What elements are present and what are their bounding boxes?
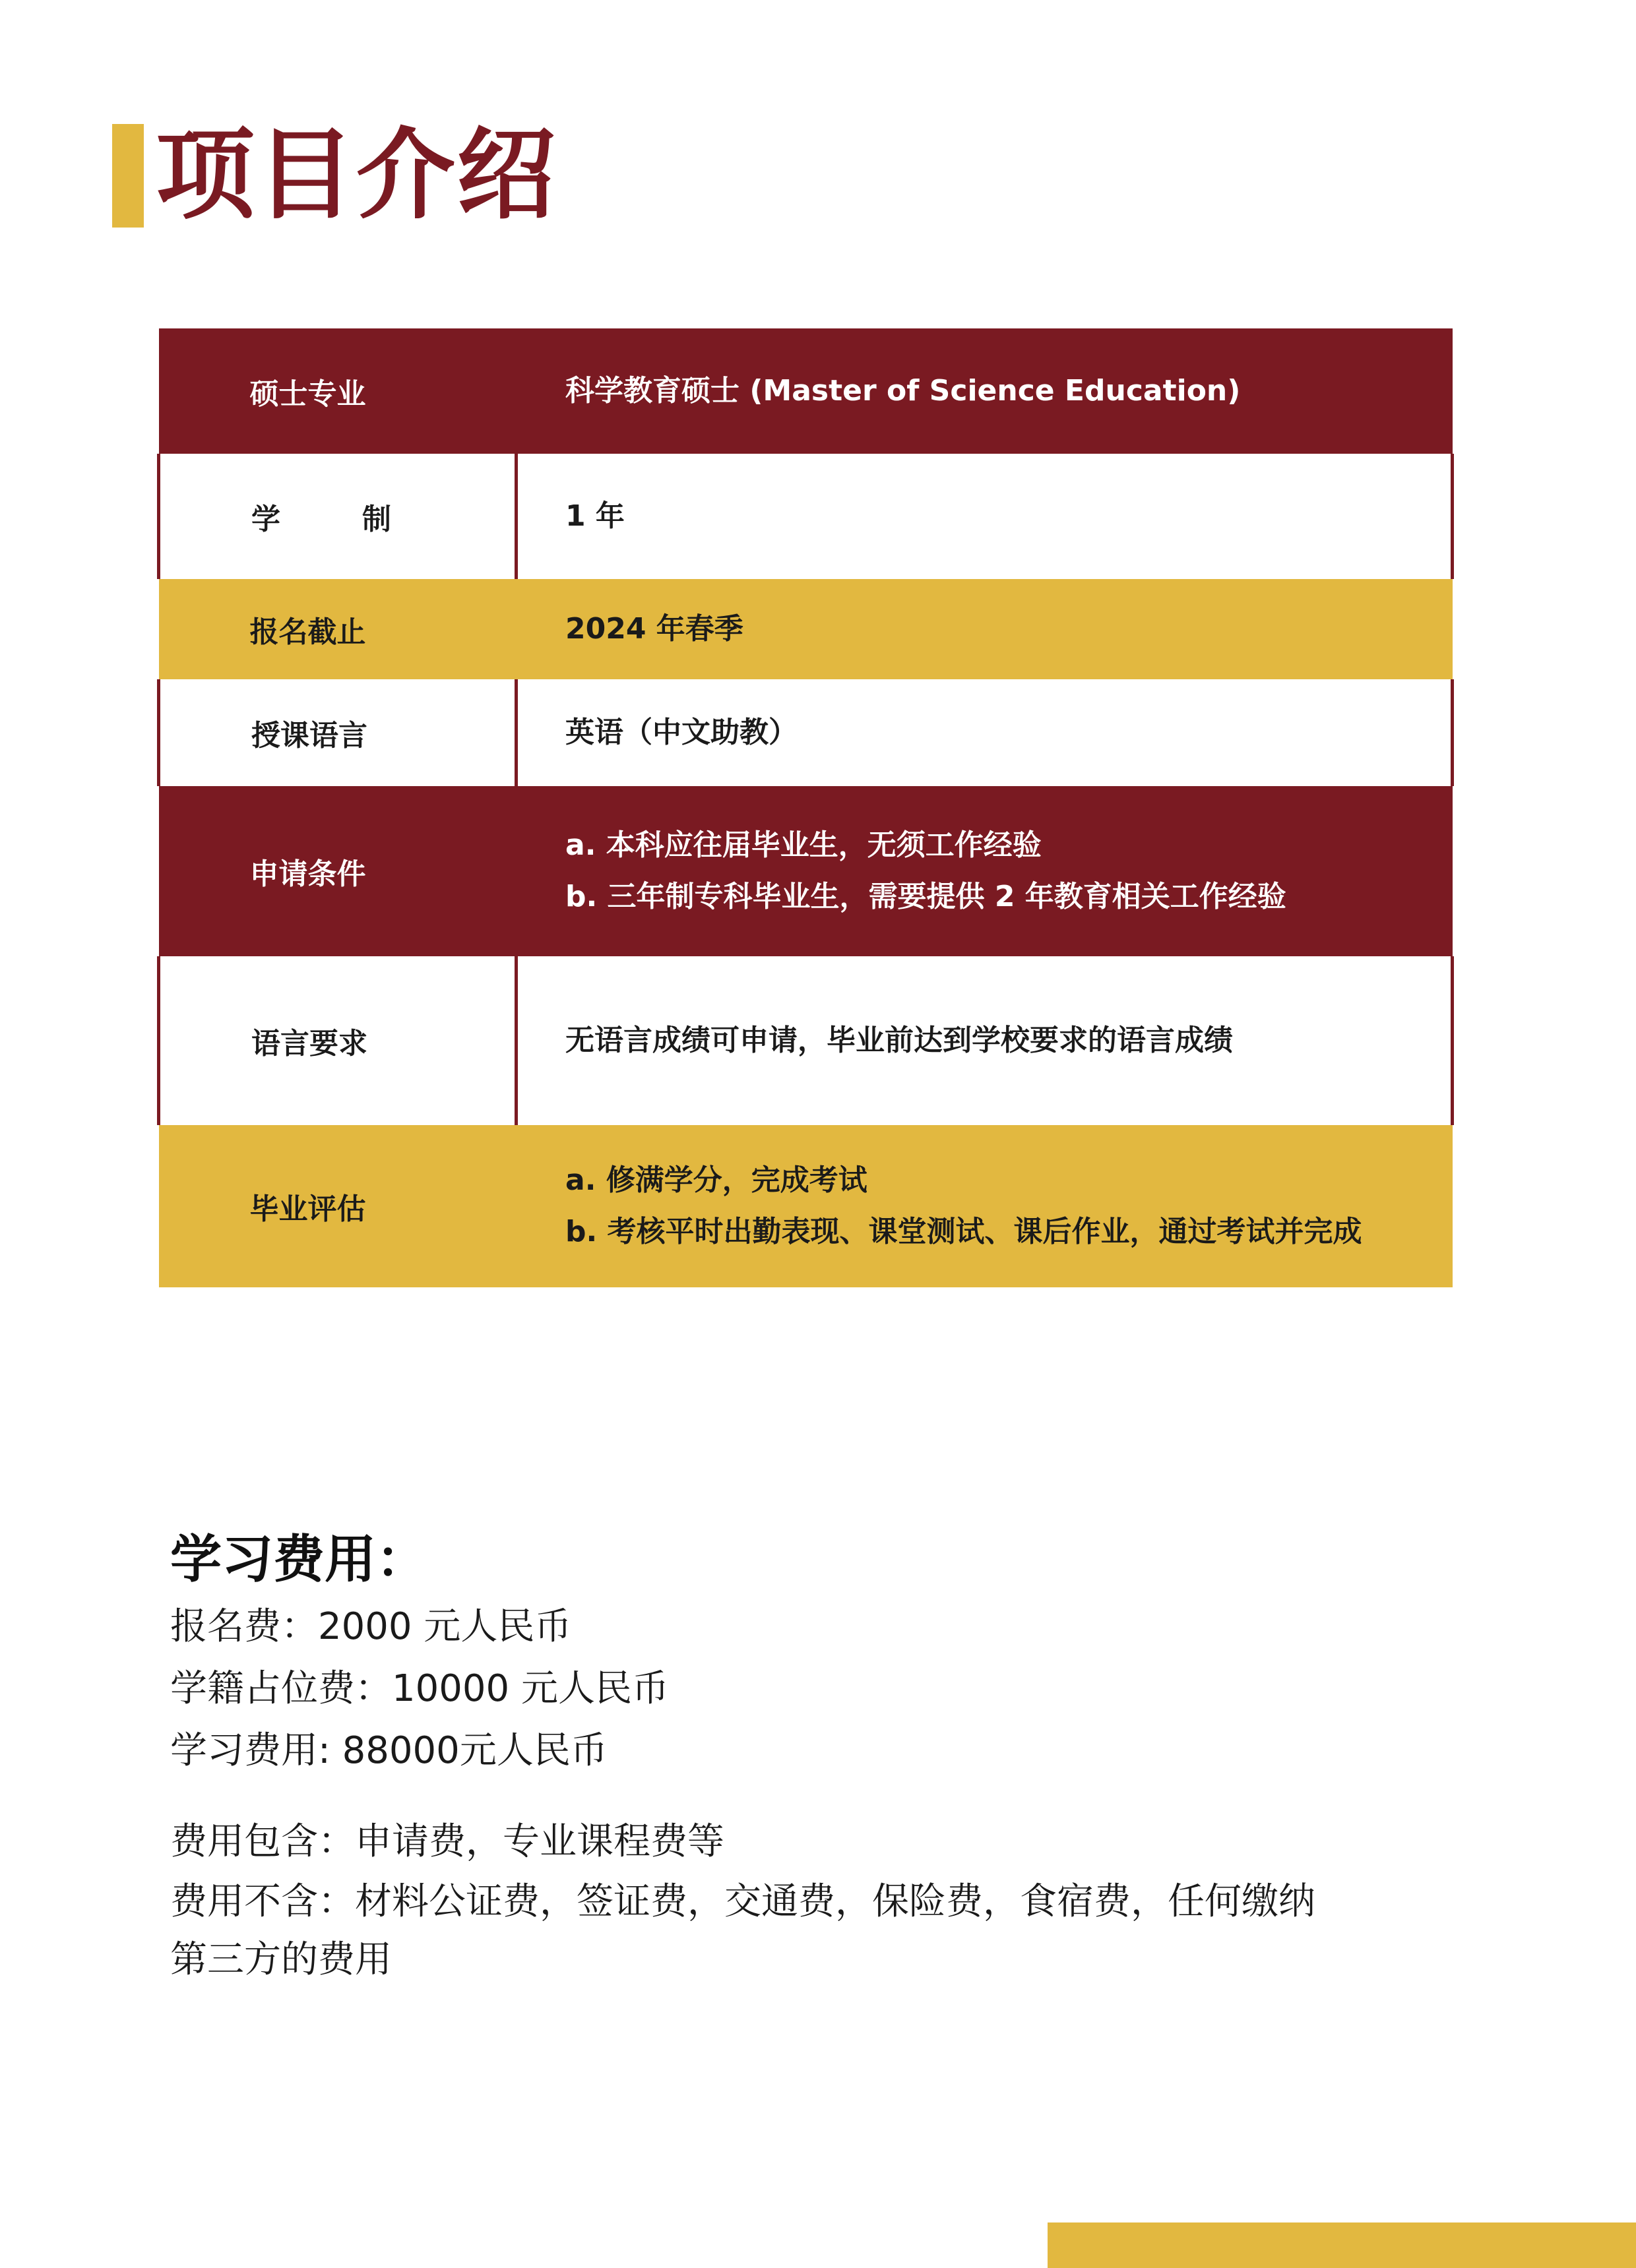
language-value: 英语（中文助教） <box>565 716 798 749</box>
fees-spacer <box>170 1782 1424 1811</box>
table-row-deadline <box>159 579 1453 679</box>
deadline-value: 2024 年春季 <box>565 612 743 646</box>
row-label-language-req: 语言要求 <box>159 956 517 1125</box>
fee-item-registration: 报名费：2000 元人民币 <box>170 1605 572 1648</box>
page-title: 项目介绍 <box>156 118 557 233</box>
fees-title: 学习费用： <box>170 1530 428 1589</box>
language-req-value: 无语言成绩可申请，毕业前达到学校要求的语言成绩 <box>565 1024 1233 1057</box>
requirement-item-b: b. 三年制专科毕业生，需要提供 2 年教育相关工作经验 <box>565 880 1286 913</box>
row-label-requirements: 申请条件 <box>159 786 517 956</box>
table-row-graduation <box>159 1125 1453 1287</box>
fee-excluded-line-2: 第三方的费用 <box>170 1938 392 1981</box>
program-info-table <box>157 328 1454 1287</box>
table-row-language-req <box>159 956 1453 1125</box>
table-row-language <box>159 679 1453 786</box>
graduation-item-a: a. 修满学分，完成考试 <box>565 1163 867 1197</box>
row-label-deadline: 报名截止 <box>159 579 517 679</box>
title-accent-bar <box>112 124 144 228</box>
row-label-major: 硕士专业 <box>159 328 517 454</box>
duration-label: 学 制 <box>251 503 418 536</box>
graduation-item-b: b. 考核平时出勤表现、课堂测试、课后作业，通过考试并完成 <box>565 1215 1362 1248</box>
row-value-major <box>517 328 1453 454</box>
table-row-major <box>159 328 1453 454</box>
row-value-language-req <box>517 956 1453 1125</box>
fees-section <box>170 1523 1424 1989</box>
fee-item-tuition: 学习费用: 88000元人民币 <box>170 1729 608 1772</box>
row-value-graduation <box>517 1125 1453 1287</box>
table-row-requirements <box>159 786 1453 956</box>
row-label-language: 授课语言 <box>159 679 517 786</box>
row-label-graduation: 毕业评估 <box>159 1125 517 1287</box>
row-value-duration <box>517 454 1453 579</box>
requirement-item-a: a. 本科应往届毕业生，无须工作经验 <box>565 828 1042 862</box>
row-value-deadline <box>517 579 1453 679</box>
duration-value: 1 年 <box>565 499 625 533</box>
fee-included: 费用包含：申请费，专业课程费等 <box>170 1820 724 1863</box>
row-value-language <box>517 679 1453 786</box>
fee-excluded-line-1: 费用不含：材料公证费，签证费，交通费，保险费，食宿费，任何缴纳 <box>170 1880 1315 1923</box>
table-row-duration <box>159 454 1453 579</box>
bottom-accent-bar <box>1048 2222 1636 2268</box>
row-value-requirements <box>517 786 1453 956</box>
major-value: 科学教育硕士 (Master of Science Education) <box>565 374 1241 408</box>
row-label-duration <box>159 454 517 579</box>
fee-item-deposit: 学籍占位费：10000 元人民币 <box>170 1667 669 1710</box>
